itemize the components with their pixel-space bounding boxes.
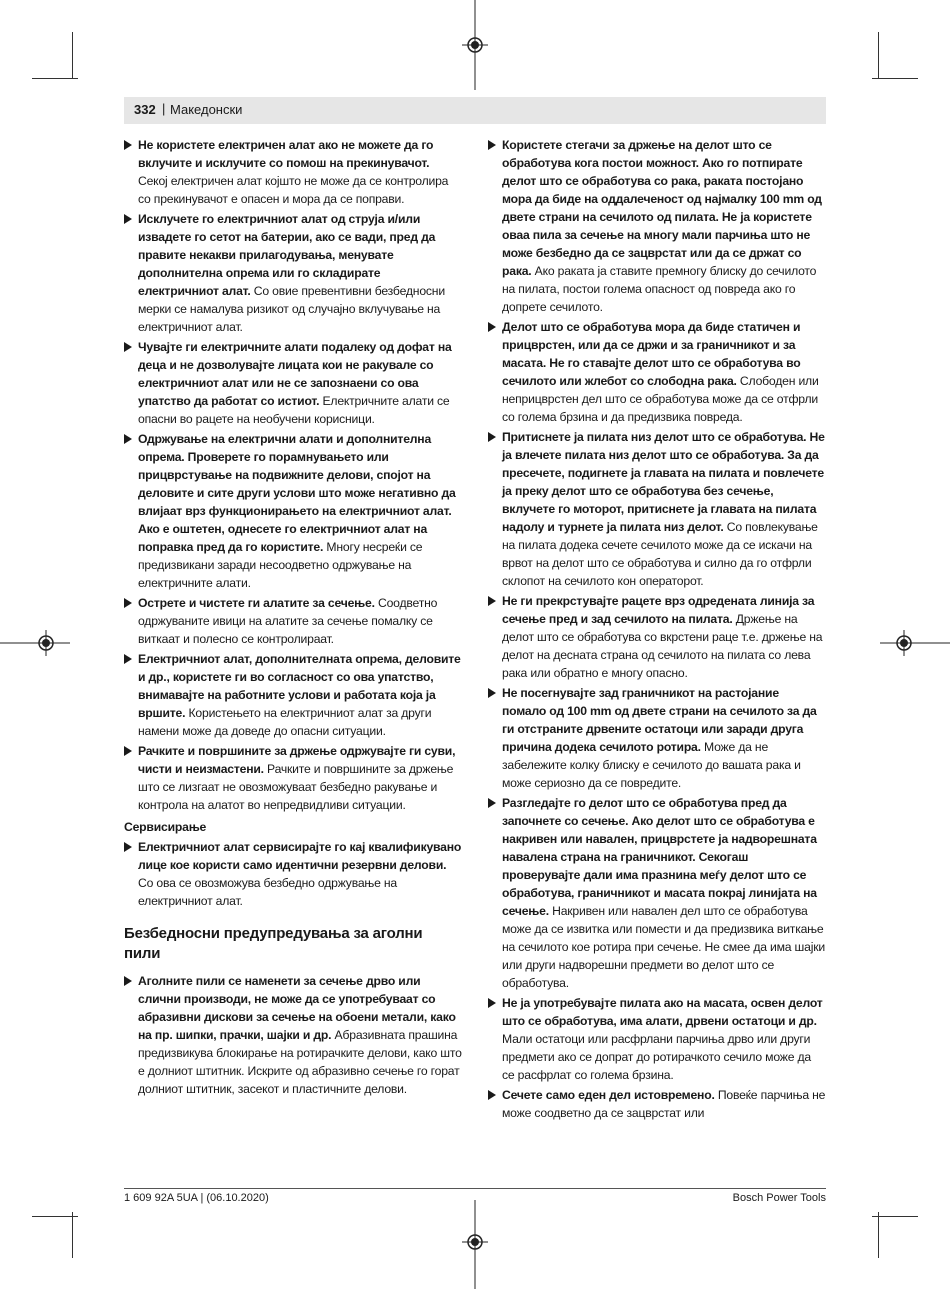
bullet-triangle-icon	[124, 214, 132, 224]
left-items-c	[124, 972, 462, 1098]
list-item-bold: Електричниот алат, дополнителната опрема, деловите и др., користете ги во согласност со ова упатство, внимавајте на работните услови и работата која ја вршите.	[138, 652, 461, 720]
list-item	[488, 592, 826, 682]
list-item	[124, 838, 462, 910]
list-item-text: Може да не забележите колку блиску е сечилото до вашата рака и може сериозно да се повредите.	[502, 740, 801, 790]
list-item-text: Соодветно одржуваните ивици на алатите за сечење помалку се виткаат и полесно се контролираат.	[138, 596, 438, 646]
servicing-heading: Сервисирање	[124, 820, 207, 834]
bullet-triangle-icon	[488, 140, 496, 150]
section-title: Безбедносни предупредувања за аголни пили	[124, 925, 423, 962]
list-item-text: Многу несреќи се предизвикани заради несоодветно одржување на електричните алати.	[138, 540, 423, 590]
list-item-text: Секој електричен алат којшто не може да се контролира со прекинувачот е опасен и мора да се поправи.	[138, 174, 449, 206]
list-item	[488, 794, 826, 992]
list-item-bold: Исклучете го електричниот алат од струја и/или извадете го сетот на батерии, ако се вади, пред да правите некакви прилагодувања, менувате дополнителна опрема или го складирате електричниот алат.	[138, 212, 436, 298]
crop-mark	[72, 32, 73, 78]
list-item	[488, 684, 826, 792]
left-column	[124, 136, 462, 1100]
list-item-bold: Рачките и површините за држење одржувајте ги суви, чисти и неизмастени.	[138, 744, 456, 776]
footer-doc-id: 1 609 92A 5UA | (06.10.2020)	[124, 1192, 269, 1204]
list-item-bold: Сечете само еден дел истовремено.	[502, 1088, 715, 1102]
list-item	[488, 994, 826, 1084]
list-item-text: Со повлекување на пилата додека сечете сечилото може да се искачи на врвот на делот што се обработува и силно да го отфрли склопот на сечилото кон операторот.	[502, 520, 818, 588]
footer-brand: Bosch Power Tools	[732, 1192, 826, 1204]
list-item-bold: Не ја употребувајте пилата ако на масата, освен делот што се обработува, има алати, дрвени остатоци и др.	[502, 996, 823, 1028]
bullet-triangle-icon	[488, 596, 496, 606]
list-item-text: Рачките и површините за држење што се лизгаат не овозможуваат безбедно ракување и контрола на алатот во непредвидливи ситуации.	[138, 762, 454, 812]
list-item-bold: Разгледајте го делот што се обработува пред да започнете со сечење. Ако делот што се обработува е накривен или навален, прицврстете ја надворешната навалена страна на граничникот. Секогаш проверувајте дали има празнина меѓу делот што се обработува, граничникот и масата покрај линијата на сечење.	[502, 796, 817, 918]
list-item-text: Абразивната прашина предизвикува блокирање на ротирачките делови, како што е долниот штитник. Искрите од абразивно сечење го горат долниот штитник, засекот и пластичните делови.	[138, 1028, 462, 1096]
header-language: Македонски	[170, 102, 243, 117]
list-item-bold: Не користете електричен алат ако не можете да го вклучите и исклучите со помош на прекинувачот.	[138, 138, 434, 170]
list-item	[124, 594, 462, 648]
bullet-triangle-icon	[124, 434, 132, 444]
bullet-triangle-icon	[124, 654, 132, 664]
left-items-a	[124, 136, 462, 814]
list-item-bold: Не посегнувајте зад граничникот на растојание помало од 100 mm од двете страни на сечилото за да ги отстраните дрвените остатоци или заради друга причина додека сечилото ротира.	[502, 686, 817, 754]
crop-mark	[878, 1212, 879, 1258]
list-item	[124, 136, 462, 208]
registration-mark-icon	[880, 630, 950, 656]
list-item-bold: Електричниот алат сервисирајте го кај квалификувано лице кое користи само идентични резервни делови.	[138, 840, 462, 872]
list-item-bold: Користете стегачи за држење на делот што се обработува кога постои можност. Ако го потпирате делот што се обработува со рака, раката постојано мора да биде на оддалеченост од најмалку 100 mm од двете страни на сечилото од пилата. Не ја користете оваа пила за сечење на многу мали парчиња што не може безбедно да се зацврстат или да се држат со рака.	[502, 138, 822, 278]
list-item-text: Повеќе парчиња не може соодветно да се зацврстат или	[502, 1088, 826, 1120]
list-item	[488, 428, 826, 590]
list-item-text: Електричните алати се опасни во рацете на необучени корисници.	[138, 394, 450, 426]
list-item-text: Накривен или навален дел што се обработува може да се извитка или помести и да предизвика виткање на сечилото кое ротира при сечење. Не смее да има шајки или други надворешни предмети во делот што се обработува.	[502, 904, 825, 990]
right-column	[488, 136, 826, 1124]
bullet-triangle-icon	[124, 140, 132, 150]
crop-mark	[878, 32, 879, 78]
list-item	[124, 210, 462, 336]
bullet-triangle-icon	[488, 688, 496, 698]
list-item-bold: Острете и чистете ги алатите за сечење.	[138, 596, 375, 610]
list-item	[124, 338, 462, 428]
crop-mark	[72, 1212, 73, 1258]
list-item	[124, 742, 462, 814]
list-item-bold: Не ги прекрстувајте рацете врз одредената линија за сечење пред и зад сечилото на пилата.	[502, 594, 815, 626]
list-item-text: Мали остатоци или расфрлани парчиња дрво или други предмети ако се допрат до ротирачкото сечило може да се расфрлат со голема брзина.	[502, 1032, 811, 1082]
registration-mark-icon	[462, 0, 488, 90]
bullet-triangle-icon	[124, 598, 132, 608]
list-item-text: Користењето на електричниот алат за други намени може да доведе до опасни ситуации.	[138, 706, 432, 738]
bullet-triangle-icon	[488, 322, 496, 332]
page-number: 332	[134, 102, 156, 117]
bullet-triangle-icon	[488, 432, 496, 442]
registration-mark-icon	[0, 630, 70, 656]
crop-mark	[872, 1216, 918, 1217]
list-item-text: Држење на делот што се обработува со вкрстени раце т.е. држење на делот на десната страна од сечилото на пилата со лева рака или обратно е многу опасно.	[502, 612, 823, 680]
left-items-b	[124, 838, 462, 910]
list-item-text: Слободен или неприцврстен дел што се обработува може да се отфрли со голема брзина и да предизвика повреда.	[502, 374, 819, 424]
list-item-bold: Аголните пили се наменети за сечење дрво или слични производи, не може да се употребуваат со абразивни дискови за сечење на обоени метали, како на пр. шипки, прачки, шајки и др.	[138, 974, 456, 1042]
registration-mark-icon	[462, 1200, 488, 1289]
header-separator: |	[162, 101, 166, 116]
crop-mark	[872, 78, 918, 79]
bullet-triangle-icon	[488, 1090, 496, 1100]
crop-mark	[32, 1216, 78, 1217]
list-item-text: Со овие превентивни безбедносни мерки се намалува ризикот од случајно вклучување на електричниот алат.	[138, 284, 445, 334]
list-item-bold: Притиснете ја пилата низ делот што се обработува. Не ја влечете пилата низ делот што се обработува. За да пресечете, подигнете ја главата на пилата и повлечете ја преку делот што се обработува без сечење, вклучете го моторот, притиснете ја главата на пилата надолу и турнете ја пилата низ делот.	[502, 430, 825, 534]
bullet-triangle-icon	[124, 976, 132, 986]
list-item	[124, 972, 462, 1098]
list-item	[488, 318, 826, 426]
bullet-triangle-icon	[488, 998, 496, 1008]
bullet-triangle-icon	[488, 798, 496, 808]
bullet-triangle-icon	[124, 842, 132, 852]
list-item-bold: Одржување на електрични алати и дополнителна опрема. Проверете го порамнувањето или прицврстување на подвижните делови, спојот на деловите и сите други услови што може негативно да влијаат врз функционирањето на електричниот алат. Ако е оштетен, однесете го електричниот алат на поправка пред да го користите.	[138, 432, 456, 554]
page-header	[124, 97, 826, 124]
list-item	[124, 430, 462, 592]
list-item	[124, 650, 462, 740]
list-item	[488, 136, 826, 316]
bullet-triangle-icon	[124, 746, 132, 756]
crop-mark	[32, 78, 78, 79]
list-item-bold: Чувајте ги електричните алати подалеку од дофат на деца и не дозволувајте лицата кои не ракувале со електричниот алат или не се запознаени со ова упатство да работат со истиот.	[138, 340, 452, 408]
bullet-triangle-icon	[124, 342, 132, 352]
list-item-text: Ако раката ја ставите премногу блиску до сечилото на пилата, постои голема опасност од повреда ако го допрете сечилото.	[502, 264, 817, 314]
footer-rule	[124, 1188, 826, 1189]
list-item-text: Со ова се овозможува безбедно одржување на електричниот алат.	[138, 876, 397, 908]
list-item-bold: Делот што се обработува мора да биде статичен и прицврстен, или да се држи и за граничникот и за масата. Не го ставајте делот што се обработува во сечилото или жлебот со слободна рака.	[502, 320, 801, 388]
right-items	[488, 136, 826, 1122]
list-item	[488, 1086, 826, 1122]
